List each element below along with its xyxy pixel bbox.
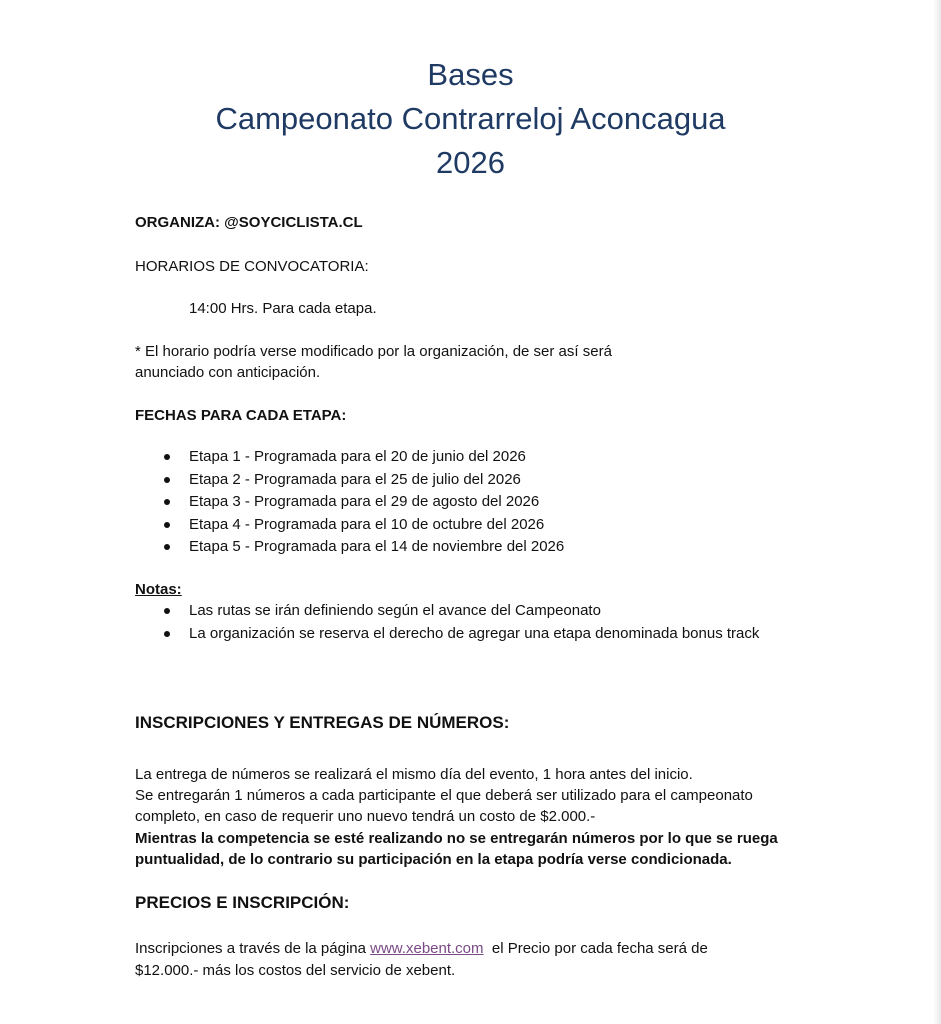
list-item — [160, 623, 759, 646]
notas-heading: Notas: — [135, 581, 182, 598]
xebent-link[interactable]: www.xebent.com — [370, 940, 484, 957]
page-edge-shadow — [933, 0, 941, 1024]
bullet-icon — [164, 608, 170, 614]
inscripciones-line-3: completo, en caso de requerir uno nuevo tendrá un costo de $2.000.- — [135, 808, 596, 825]
document-title-line-3: 2026 — [436, 145, 505, 180]
etapa-3: Etapa 3 - Programada para el 29 de agosto del 2026 — [189, 493, 540, 510]
precios-line-2: $12.000.- más los costos del servicio de xebent. — [135, 962, 456, 979]
document-title-line-1: Bases — [427, 57, 514, 92]
inscripciones-bold-1: Mientras la competencia se esté realizando no se entregarán números por lo que se ruega — [135, 830, 778, 847]
etapa-2: Etapa 2 - Programada para el 25 de julio del 2026 — [189, 470, 521, 488]
bullet-icon — [164, 522, 170, 528]
list-item — [160, 446, 564, 469]
etapa-4: Etapa 4 - Programada para el 10 de octubre del 2026 — [189, 515, 545, 533]
nota-horario-line-1: * El horario podría verse modificado por la organización, de ser así será — [135, 343, 612, 360]
inscripciones-line-2: Se entregarán 1 números a cada participante el que deberá ser utilizado para el campeonato — [135, 787, 753, 804]
bullet-icon — [164, 544, 170, 550]
bullet-icon — [164, 477, 170, 483]
bullet-icon — [164, 631, 170, 637]
precios-heading: PRECIOS E INSCRIPCIÓN: — [135, 893, 350, 912]
list-item — [160, 536, 564, 559]
inscripciones-bold-2: puntualidad, de lo contrario su participación en la etapa podría verse condicionada. — [135, 851, 732, 868]
fechas-heading: FECHAS PARA CADA ETAPA: — [135, 407, 347, 424]
organiza-line: ORGANIZA: @SOYCICLISTA.CL — [135, 214, 363, 231]
etapas-list — [160, 446, 564, 559]
inscripciones-line-1: La entrega de números se realizará el mismo día del evento, 1 hora antes del inicio. — [135, 766, 693, 783]
precios-post-text: el Precio por cada fecha será de — [483, 940, 708, 957]
bullet-icon — [164, 499, 170, 505]
document-title-line-2: Campeonato Contrarreloj Aconcagua — [215, 101, 726, 136]
notas-list — [160, 600, 759, 645]
etapa-5: Etapa 5 - Programada para el 14 de noviembre del 2026 — [189, 538, 565, 555]
bullet-icon — [164, 454, 170, 460]
list-item — [160, 469, 564, 492]
horarios-label: HORARIOS DE CONVOCATORIA: — [135, 258, 369, 275]
list-item — [160, 600, 759, 623]
precios-line-1 — [135, 938, 708, 959]
nota-horario-line-2: anunciado con anticipación. — [135, 364, 321, 381]
nota-2: La organización se reserva el derecho de agregar una etapa denominada bonus track — [189, 624, 760, 642]
list-item — [160, 514, 564, 537]
horario-value: 14:00 Hrs. Para cada etapa. — [189, 300, 377, 317]
precios-pre-text: Inscripciones a través de la página — [135, 940, 371, 957]
nota-1: Las rutas se irán definiendo según el avance del Campeonato — [189, 602, 601, 619]
etapa-1: Etapa 1 - Programada para el 20 de junio del 2026 — [189, 448, 526, 465]
inscripciones-heading: INSCRIPCIONES Y ENTREGAS DE NÚMEROS: — [135, 713, 510, 732]
list-item — [160, 491, 564, 514]
